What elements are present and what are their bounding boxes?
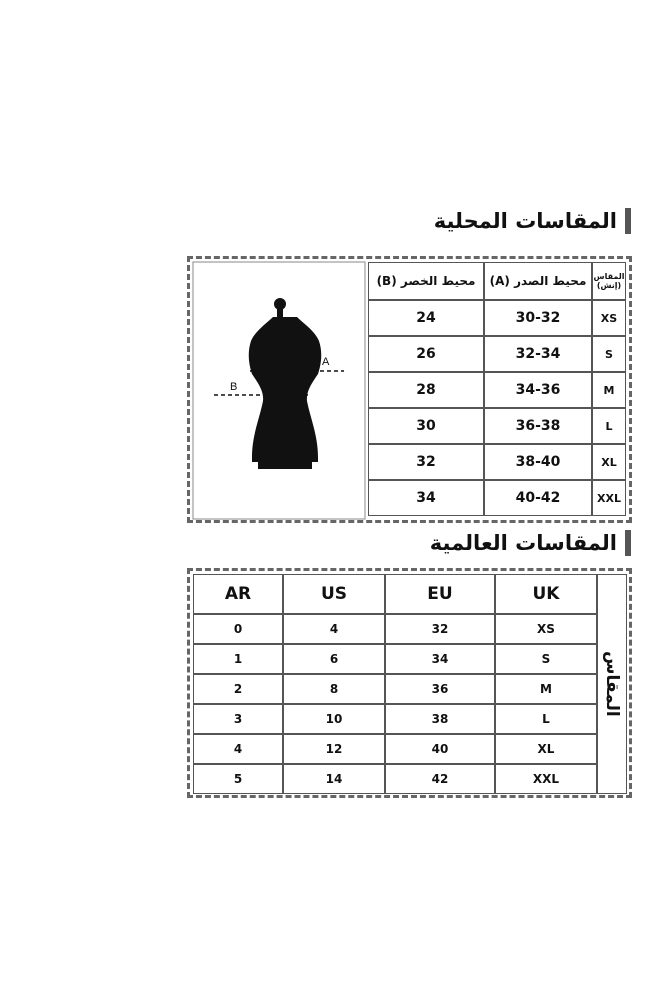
waist-value: 32 — [368, 444, 484, 480]
chest-line-label: A — [322, 356, 330, 368]
size-side-label: المقاس — [597, 574, 627, 794]
size-label: XL — [592, 444, 626, 480]
waist-value: 30 — [368, 408, 484, 444]
eu-value: 36 — [385, 674, 495, 704]
header-eu: EU — [385, 574, 495, 614]
size-label: S — [592, 336, 626, 372]
eu-value: 42 — [385, 764, 495, 794]
chest-value: 30-32 — [484, 300, 592, 336]
waist-line-label: B — [230, 381, 238, 393]
uk-value: L — [495, 704, 597, 734]
size-label: L — [592, 408, 626, 444]
global-sizes-title — [430, 530, 631, 556]
mannequin-figure — [190, 259, 366, 520]
header-size: المقاس (إنش) — [592, 262, 626, 300]
global-sizes-table — [187, 568, 632, 798]
ar-value: 0 — [193, 614, 283, 644]
us-value: 14 — [283, 764, 385, 794]
header-ar: AR — [193, 574, 283, 614]
eu-value: 40 — [385, 734, 495, 764]
local-sizes-title-text: المقاسات المحلية — [433, 209, 617, 233]
header-uk: UK — [495, 574, 597, 614]
local-sizes-title — [434, 208, 631, 234]
eu-value: 32 — [385, 614, 495, 644]
us-value: 8 — [283, 674, 385, 704]
chest-value: 40-42 — [484, 480, 592, 516]
waist-value: 34 — [368, 480, 484, 516]
us-value: 6 — [283, 644, 385, 674]
header-waist: محيط الخصر (B) — [368, 262, 484, 300]
waist-value: 28 — [368, 372, 484, 408]
uk-value: S — [495, 644, 597, 674]
ar-value: 5 — [193, 764, 283, 794]
local-sizes-grid — [368, 262, 626, 518]
local-sizes-table — [187, 256, 632, 523]
waist-value: 26 — [368, 336, 484, 372]
uk-value: M — [495, 674, 597, 704]
global-sizes-title-text: المقاسات العالمية — [429, 531, 617, 555]
chest-value: 38-40 — [484, 444, 592, 480]
header-chest: محيط الصدر (A) — [484, 262, 592, 300]
ar-value: 1 — [193, 644, 283, 674]
eu-value: 38 — [385, 704, 495, 734]
ar-value: 4 — [193, 734, 283, 764]
title-marker — [625, 208, 631, 234]
size-label: XS — [592, 300, 626, 336]
size-label: XXL — [592, 480, 626, 516]
us-value: 4 — [283, 614, 385, 644]
waist-value: 24 — [368, 300, 484, 336]
chest-value: 36-38 — [484, 408, 592, 444]
uk-value: XXL — [495, 764, 597, 794]
us-value: 12 — [283, 734, 385, 764]
header-us: US — [283, 574, 385, 614]
chest-value: 32-34 — [484, 336, 592, 372]
global-sizes-grid — [193, 574, 627, 794]
ar-value: 2 — [193, 674, 283, 704]
ar-value: 3 — [193, 704, 283, 734]
uk-value: XL — [495, 734, 597, 764]
us-value: 10 — [283, 704, 385, 734]
chest-value: 34-36 — [484, 372, 592, 408]
title-marker — [625, 530, 631, 556]
size-label: M — [592, 372, 626, 408]
uk-value: XS — [495, 614, 597, 644]
eu-value: 34 — [385, 644, 495, 674]
